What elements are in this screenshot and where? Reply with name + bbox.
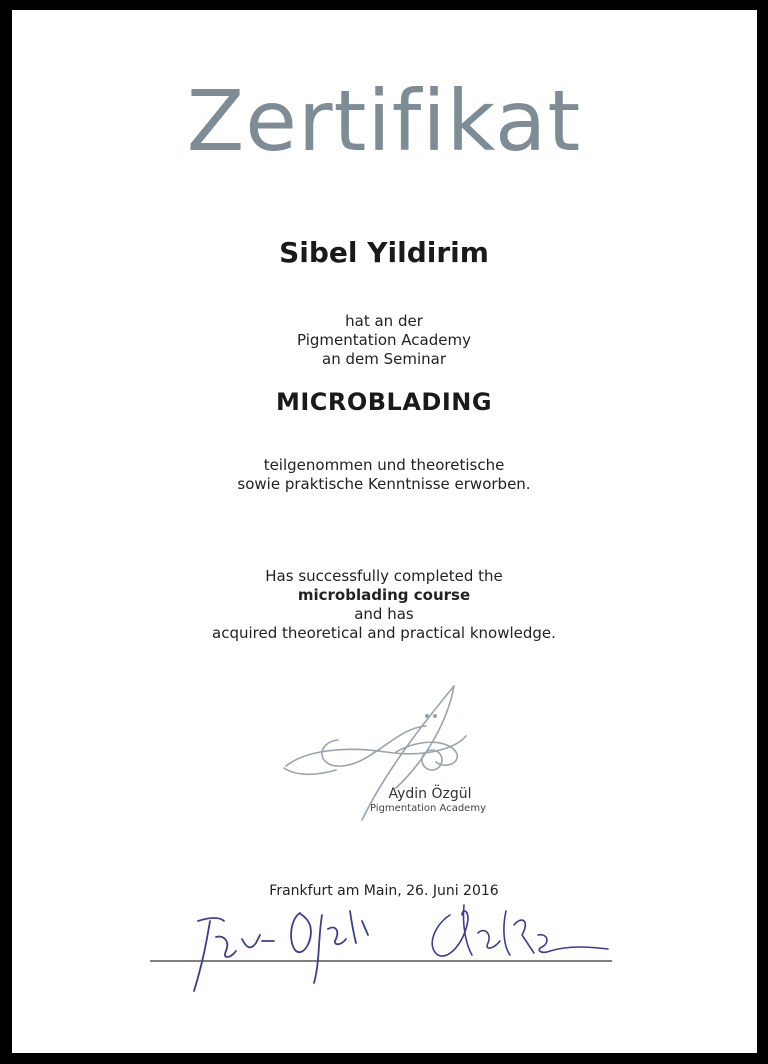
german-intro-line-2: Pigmentation Academy: [296, 331, 471, 349]
german-outro-line-2: sowie praktische Kenntnisse erworben.: [237, 475, 531, 493]
place-date: Frankfurt am Main, 26. Juni 2016: [269, 883, 499, 899]
english-line-1: Has successfully completed the: [265, 567, 503, 585]
german-intro-line-3: an dem Seminar: [322, 350, 446, 368]
signature-left: [194, 911, 368, 991]
german-outro-line-1: teilgenommen und theoretische: [263, 456, 505, 474]
logo-name: Aydin Özgül: [388, 786, 472, 802]
german-intro-line-1: hat an der: [345, 312, 423, 330]
certificate-title: Zertifikat: [186, 72, 582, 170]
signature-right: [432, 905, 608, 956]
english-line-4: acquired theoretical and practical knowledge.: [212, 624, 556, 642]
course-title: MICROBLADING: [275, 388, 493, 416]
recipient-name: Sibel Yildirim: [279, 236, 489, 269]
english-line-2: microblading course: [297, 586, 471, 604]
logo-subtitle: Pigmentation Academy: [369, 803, 486, 814]
signatures: [150, 895, 620, 1005]
english-line-3: and has: [354, 605, 414, 623]
